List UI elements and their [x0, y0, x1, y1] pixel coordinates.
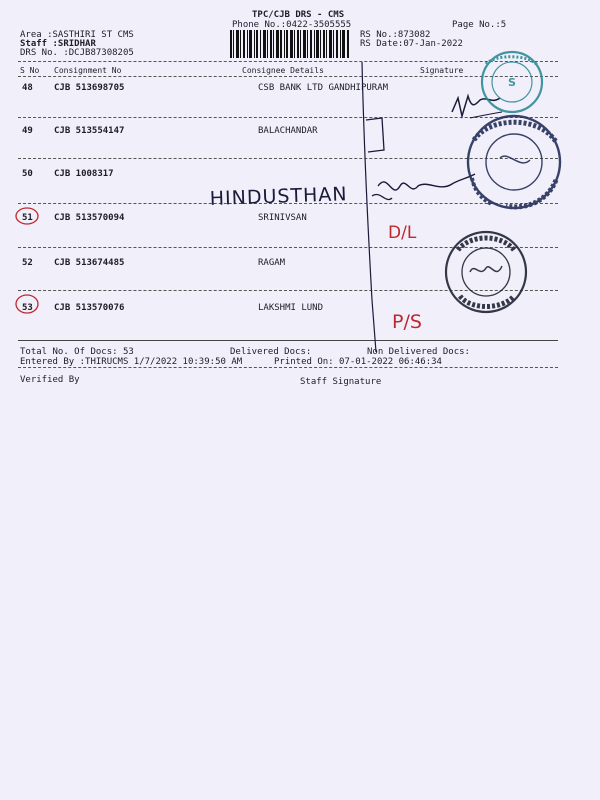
row-sno: 50: [22, 169, 33, 179]
staff-signature-label: Staff Signature: [300, 377, 382, 387]
row-consignment: CJB 513570076: [54, 303, 125, 313]
row-sno: 51: [22, 213, 33, 223]
col-sno: S No: [20, 66, 40, 75]
row-sno: 48: [22, 83, 33, 93]
row-divider: [18, 247, 558, 248]
row-divider: [18, 117, 558, 118]
row-consignee: CSB BANK LTD GANDHIPURAM: [258, 83, 389, 93]
header-rule-bottom: [18, 76, 558, 77]
printed-on: Printed On: 07-01-2022 06:46:34: [274, 357, 442, 367]
non-delivered-docs: Non Delivered Docs:: [367, 347, 470, 357]
row-divider: [18, 203, 558, 204]
staff-label: Staff :SRIDHAR: [20, 39, 96, 49]
row-consignee: RAGAM: [258, 258, 286, 268]
row-consignment: CJB 1008317: [54, 169, 114, 179]
table-row: [0, 303, 600, 315]
verified-by: Verified By: [20, 375, 80, 385]
delivered-docs: Delivered Docs:: [230, 347, 312, 357]
rs-number: RS No.:873082: [360, 30, 431, 40]
row-consignee: LAKSHMI LUND: [258, 303, 324, 313]
table-end-rule: [18, 340, 558, 341]
ragam-autos-stamp: [446, 232, 526, 312]
row-divider: [18, 290, 558, 291]
header-rule-top: [18, 61, 558, 62]
row-consignment: CJB 513698705: [54, 83, 125, 93]
col-consignment: Consignment No: [54, 66, 122, 75]
row-sno: 53: [22, 303, 33, 313]
table-row: [0, 169, 600, 181]
mark-ps: P/S: [392, 311, 422, 333]
row-consignee: SRINIVSAN: [258, 213, 307, 223]
rs-date: RS Date:07-Jan-2022: [360, 39, 463, 49]
total-docs: Total No. Of Docs: 53: [20, 347, 134, 357]
row-sno: 49: [22, 126, 33, 136]
drs-number: DRS No. :DCJB87308205: [20, 48, 134, 58]
page-number: Page No.:5: [452, 20, 507, 30]
table-row: [0, 83, 600, 95]
signature-scribble-csb: [452, 96, 500, 116]
table-row: [0, 126, 600, 138]
table-row: [0, 258, 600, 270]
table-row: [0, 213, 600, 225]
handwritten-name: HINDUSTHAN: [209, 183, 348, 210]
entered-by: Entered By :THIRUCMS 1/7/2022 10:39:50 AM: [20, 357, 243, 367]
row-divider: [18, 158, 558, 159]
row-consignee: BALACHANDAR: [258, 126, 318, 136]
col-signature: Signature: [420, 66, 464, 75]
col-consignee: Consignee Details: [242, 66, 324, 75]
report-title: TPC/CJB DRS - CMS: [252, 10, 345, 20]
phone-number: Phone No.:0422-3505555: [232, 20, 352, 30]
barcode: [230, 30, 350, 58]
row-consignment: CJB 513554147: [54, 126, 125, 136]
row-consignment: CJB 513570094: [54, 213, 125, 223]
area-label: Area :SASTHIRI ST CMS: [20, 30, 134, 40]
svg-text:S: S: [508, 76, 516, 89]
mark-dl: D/L: [388, 223, 417, 243]
row-consignment: CJB 513674485: [54, 258, 125, 268]
footer-rule: [18, 367, 558, 368]
row-sno: 52: [22, 258, 33, 268]
